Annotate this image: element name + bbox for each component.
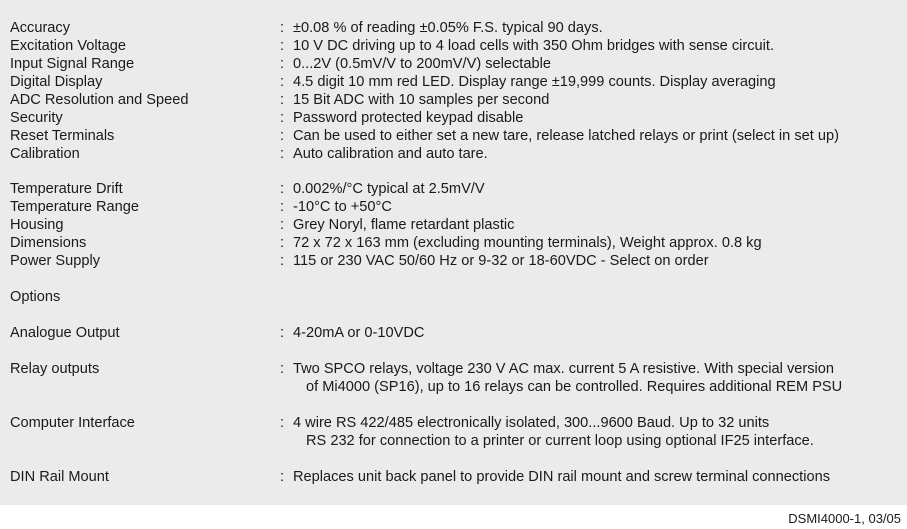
spec-row-calibration — [10, 145, 903, 163]
spec-row-relay-outputs — [10, 360, 903, 396]
spec-value — [293, 180, 903, 198]
spec-row-reset-terminals — [10, 127, 903, 145]
spec-row-digital-display — [10, 73, 903, 91]
spec-label: Housing — [10, 217, 64, 233]
spec-value-line: 4 wire RS 422/485 electronically isolated, 300...9600 Baud. Up to 32 units — [293, 415, 770, 431]
spec-value-line: Grey Noryl, flame retardant plastic — [293, 217, 515, 233]
section-heading-options — [10, 288, 903, 306]
spec-value-line: 4.5 digit 10 mm red LED. Display range ±19,999 counts. Display averaging — [293, 74, 776, 90]
spec-row-security — [10, 109, 903, 127]
spec-value-line: Replaces unit back panel to provide DIN rail mount and screw terminal connections — [293, 469, 830, 485]
spec-colon: : — [280, 415, 285, 431]
spec-row-din-rail-mount — [10, 468, 903, 486]
spec-colon: : — [280, 38, 285, 54]
section-heading: Options — [10, 289, 61, 305]
spec-value-line: Auto calibration and auto tare. — [293, 146, 488, 162]
spec-value-line: 15 Bit ADC with 10 samples per second — [293, 92, 550, 108]
spec-colon: : — [280, 199, 285, 215]
spec-row-adc-resolution — [10, 91, 903, 109]
spec-label: Input Signal Range — [10, 56, 135, 72]
spec-label: Computer Interface — [10, 415, 135, 431]
spec-colon: : — [280, 146, 285, 162]
spec-value — [293, 73, 903, 91]
spec-row-excitation-voltage — [10, 37, 903, 55]
spec-label: DIN Rail Mount — [10, 469, 109, 485]
spec-label: Dimensions — [10, 235, 87, 251]
spec-value — [293, 252, 903, 270]
spec-colon: : — [280, 92, 285, 108]
spec-label: Analogue Output — [10, 325, 120, 341]
spec-value-line: -10°C to +50°C — [293, 199, 392, 215]
spec-colon: : — [280, 74, 285, 90]
spec-value — [293, 109, 903, 127]
spec-row-analogue-output — [10, 324, 903, 342]
spec-value-line: of Mi4000 (SP16), up to 16 relays can be controlled. Requires additional REM PSU — [306, 379, 843, 395]
spec-colon: : — [280, 469, 285, 485]
spec-value — [293, 468, 903, 486]
spec-value — [293, 145, 903, 163]
spec-value-line: 4-20mA or 0-10VDC — [293, 325, 425, 341]
spec-row-input-signal-range — [10, 55, 903, 73]
spec-label: Power Supply — [10, 253, 101, 269]
spec-label: ADC Resolution and Speed — [10, 92, 189, 108]
spec-colon: : — [280, 253, 285, 269]
spec-colon: : — [280, 110, 285, 126]
spec-value — [293, 414, 903, 450]
document-code: DSMI4000-1, 03/05 — [788, 511, 901, 526]
spec-value-line: Two SPCO relays, voltage 230 V AC max. current 5 A resistive. With special version — [293, 361, 835, 377]
spec-colon: : — [280, 56, 285, 72]
spec-value — [293, 127, 903, 145]
spec-label: Accuracy — [10, 20, 71, 36]
spec-label: Calibration — [10, 146, 80, 162]
spec-list — [10, 19, 903, 486]
spec-value-line: ±0.08 % of reading ±0.05% F.S. typical 90 days. — [293, 20, 603, 36]
spec-value — [293, 91, 903, 109]
spec-label: Relay outputs — [10, 361, 100, 377]
spec-value-line: 0...2V (0.5mV/V to 200mV/V) selectable — [293, 56, 551, 72]
spec-value-line: Can be used to either set a new tare, release latched relays or print (select in set up) — [293, 128, 839, 144]
spec-colon: : — [280, 361, 285, 377]
spec-value — [293, 216, 903, 234]
spec-value — [293, 55, 903, 73]
spec-value — [293, 324, 903, 342]
spec-colon: : — [280, 128, 285, 144]
spec-row-housing — [10, 216, 903, 234]
spec-value-line: 0.002%/°C typical at 2.5mV/V — [293, 181, 485, 197]
spec-value-line: 115 or 230 VAC 50/60 Hz or 9-32 or 18-60VDC - Select on order — [293, 253, 709, 269]
spec-row-dimensions — [10, 234, 903, 252]
spec-label: Digital Display — [10, 74, 103, 90]
spec-colon: : — [280, 217, 285, 233]
spec-row-power-supply — [10, 252, 903, 270]
spec-row-temperature-range — [10, 198, 903, 216]
spec-colon: : — [280, 235, 285, 251]
spec-colon: : — [280, 20, 285, 36]
spec-colon: : — [280, 325, 285, 341]
spec-value-line: RS 232 for connection to a printer or current loop using optional IF25 interface. — [306, 433, 814, 449]
spec-label: Temperature Range — [10, 199, 139, 215]
spec-value-line: 10 V DC driving up to 4 load cells with 350 Ohm bridges with sense circuit. — [293, 38, 775, 54]
spec-label: Security — [10, 110, 63, 126]
spec-label: Temperature Drift — [10, 181, 123, 197]
spec-colon: : — [280, 181, 285, 197]
spec-value — [293, 19, 903, 37]
spec-value-line: 72 x 72 x 163 mm (excluding mounting terminals), Weight approx. 0.8 kg — [293, 235, 762, 251]
spec-value — [293, 360, 903, 396]
spec-row-computer-interface — [10, 414, 903, 450]
spec-value — [293, 198, 903, 216]
spec-row-temperature-drift — [10, 180, 903, 198]
spec-row-accuracy — [10, 19, 903, 37]
spec-label: Excitation Voltage — [10, 38, 127, 54]
spec-value-line: Password protected keypad disable — [293, 110, 524, 126]
spec-label: Reset Terminals — [10, 128, 115, 144]
spec-value — [293, 37, 903, 55]
spec-value — [293, 234, 903, 252]
